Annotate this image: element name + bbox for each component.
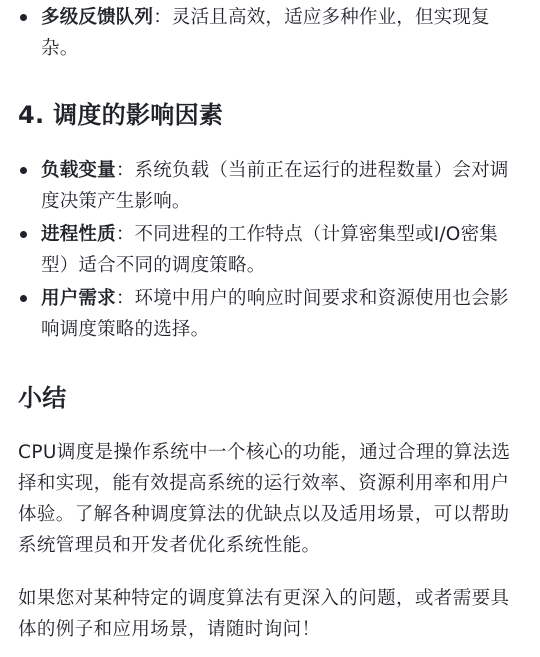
top-bullet-list xyxy=(18,2,508,64)
list-item-text: 环境中用户的响应时间要求和资源使用也会影响调度策略的选择。 xyxy=(41,288,509,340)
list-item-separator: ： xyxy=(115,160,135,181)
list-item-term: 进程性质 xyxy=(41,224,116,245)
bullet-dot-icon xyxy=(20,167,27,174)
list-item xyxy=(18,155,514,217)
list-item xyxy=(18,283,514,345)
list-item-text: 灵活且高效，适应多种作业，但实现复杂。 xyxy=(41,7,490,59)
bullet-dot-icon xyxy=(20,295,27,302)
list-item xyxy=(18,219,514,281)
list-item-text: 不同进程的工作特点（计算密集型或I/O密集型）适合不同的调度策略。 xyxy=(41,224,498,276)
list-item-separator: ： xyxy=(115,288,135,309)
list-item-term: 用户需求 xyxy=(41,288,116,309)
summary-paragraph: CPU调度是操作系统中一个核心的功能，通过合理的算法选择和实现，能有效提高系统的运行效率、资源利用率和用户体验。了解各种调度算法的优缺点以及适用场景，可以帮助系统管理员和开发者优化系统性能。 xyxy=(18,442,511,556)
list-item-text: 系统负载（当前正在运行的进程数量）会对调度决策产生影响。 xyxy=(41,160,509,212)
closing-paragraph: 如果您对某种特定的调度算法有更深入的问题，或者需要具体的例子和应用场景，请随时询问！ xyxy=(18,588,510,640)
bullet-dot-icon xyxy=(20,14,27,21)
factor-bullet-list xyxy=(18,155,514,345)
list-item-term: 负载变量 xyxy=(41,160,116,181)
list-item-term: 多级反馈队列 xyxy=(41,7,154,28)
list-item xyxy=(18,2,508,64)
bullet-dot-icon xyxy=(20,231,27,238)
list-item-separator: ： xyxy=(115,224,135,245)
section-heading: 4. 调度的影响因素 xyxy=(18,101,224,129)
list-item-separator: ： xyxy=(153,7,172,28)
summary-heading: 小结 xyxy=(18,384,67,412)
